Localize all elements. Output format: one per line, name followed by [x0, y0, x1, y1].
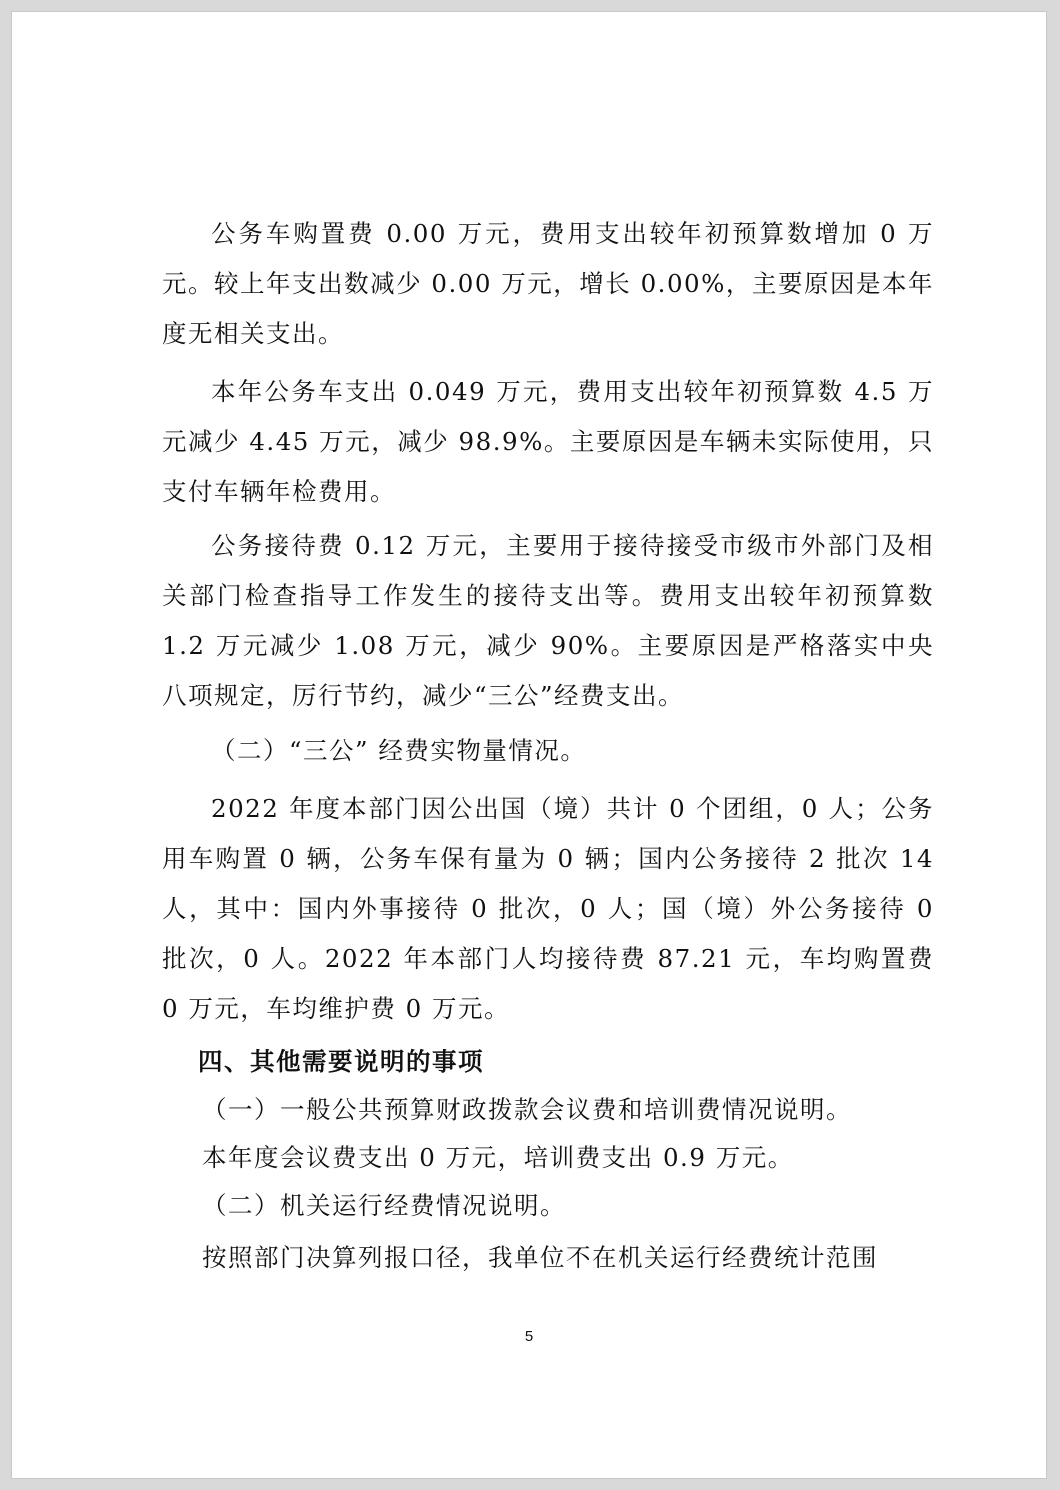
page-number: 5 — [524, 1328, 534, 1345]
sub-item-text: 本年度会议费支出 0 万元，培训费支出 0.9 万元。 — [202, 1143, 794, 1172]
document-page — [12, 12, 1046, 1478]
sub-item-text: （一）一般公共预算财政拨款会议费和培训费情况说明。 — [202, 1095, 852, 1124]
section-heading — [198, 1037, 970, 1087]
subheading-text: （二）“三公” 经费实物量情况。 — [211, 736, 587, 765]
sub-item-meeting-training — [202, 1085, 974, 1135]
paragraph-text: 本年公务车支出 0.049 万元，费用支出较年初预算数 4.5 万元减少 4.45 万元，减少 98.9%。主要原因是车辆未实际使用，只支付车辆年检费用。 — [162, 377, 934, 506]
paragraph-vehicle-purchase — [162, 209, 934, 359]
paragraph-text: 公务接待费 0.12 万元，主要用于接待接受市级市外部门及相关部门检查指导工作发生的接待支出等。费用支出较年初预算数 1.2 万元减少 1.08 万元，减少 90%。主要原因是严格落实中央八项规定，厉行节约，减少“三公”经费支出。 — [162, 531, 934, 710]
paragraph-text: 公务车购置费 0.00 万元，费用支出较年初预算数增加 0 万元。较上年支出数减少 0.00 万元，增长 0.00%，主要原因是本年度无相关支出。 — [162, 219, 934, 348]
paragraph-text: 2022 年度本部门因公出国（境）共计 0 个团组，0 人；公务用车购置 0 辆，公务车保有量为 0 辆；国内公务接待 2 批次 14 人，其中：国内外事接待 0 批次，0 人；国（境）外公务接待 0 批次，0 人。2022 年本部门人均接待费 87.21 元，车均购置费 0 万元，车均维护费 0 万元。 — [162, 794, 934, 1023]
sub-item-operating-expense — [202, 1181, 974, 1231]
paragraph-vehicle-expense — [162, 367, 934, 517]
paragraph-reception-expense — [162, 521, 934, 721]
sub-item-text: （二）机关运行经费情况说明。 — [202, 1191, 566, 1220]
sub-item-operating-expense-detail — [202, 1233, 974, 1283]
subheading-three-public-quantity — [162, 726, 934, 776]
sub-item-meeting-training-detail — [202, 1133, 974, 1183]
section-heading-text: 四、其他需要说明的事项 — [198, 1047, 484, 1076]
paragraph-quantity-details — [162, 784, 934, 1034]
sub-item-text: 按照部门决算列报口径，我单位不在机关运行经费统计范围 — [202, 1243, 878, 1272]
